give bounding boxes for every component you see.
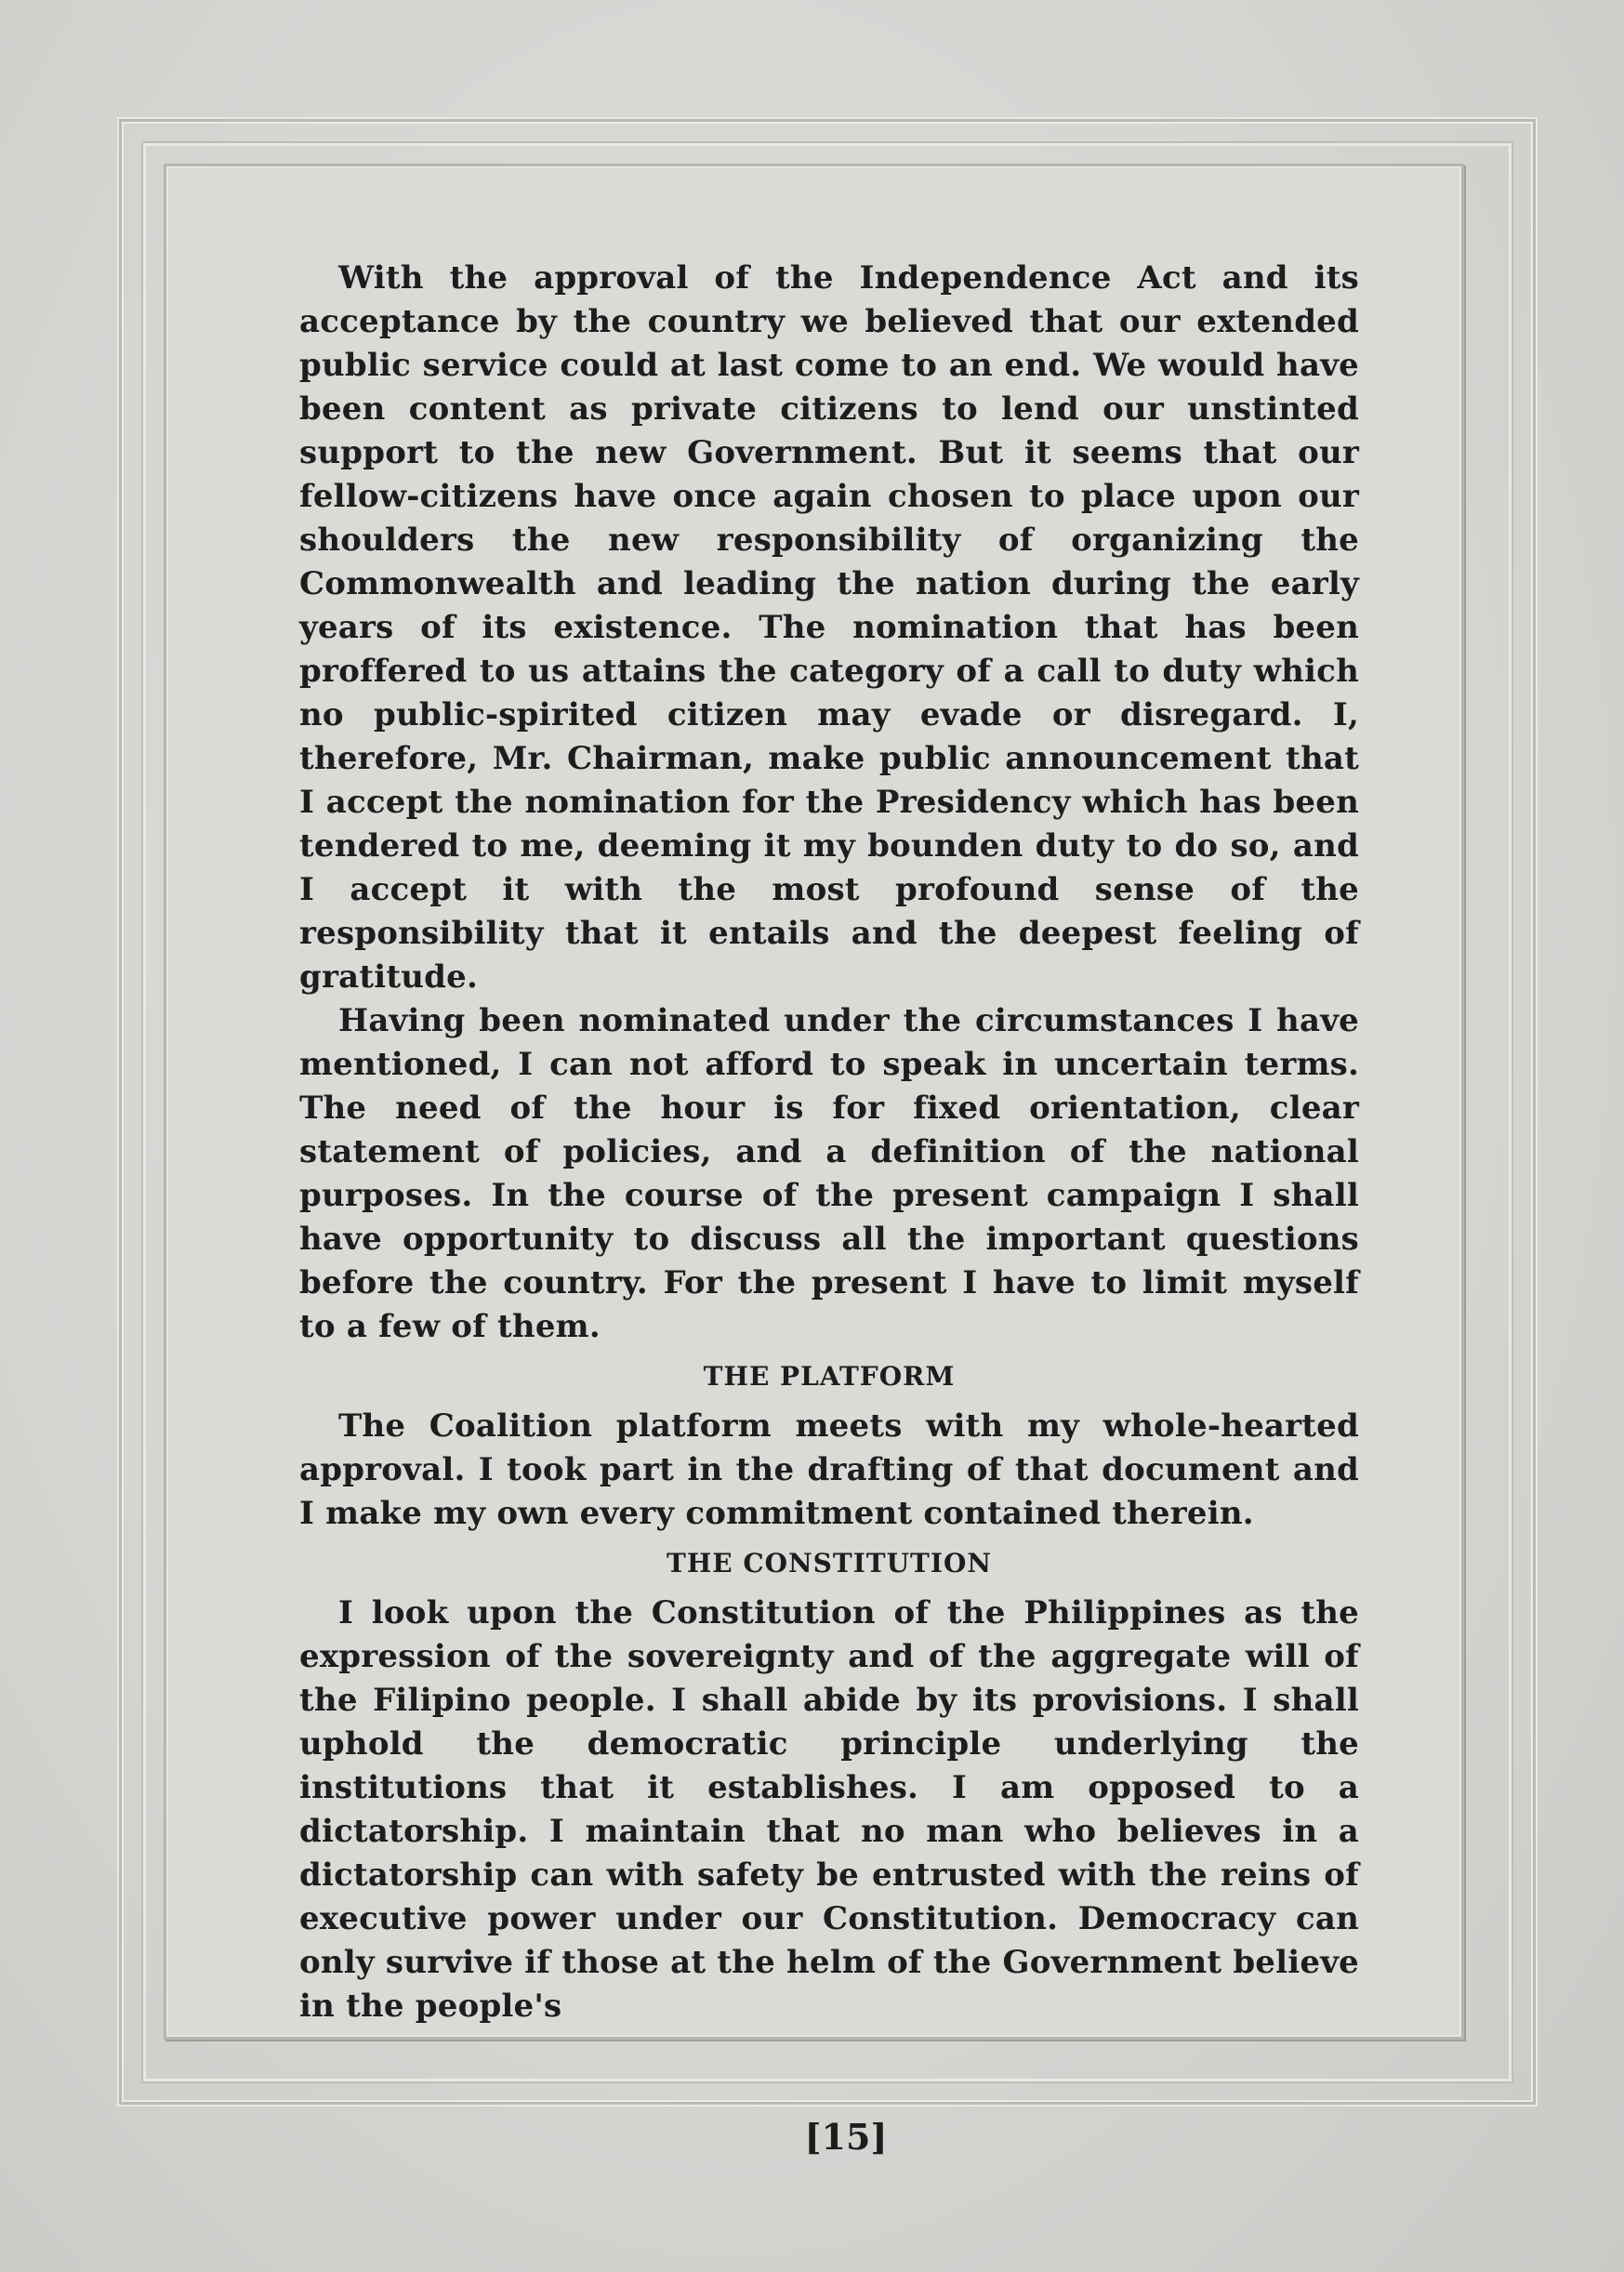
section-heading-platform: THE PLATFORM bbox=[703, 1361, 956, 1392]
paragraph-1: With the approval of the Independence Act and its acceptance by the country we believed that our extended public service could at last come to an end. We would have been content as private citizens to lend our unstinted support to the new Government. But it seems that our fellow-citizens have once again chosen to place upon our shoulders the new responsibility of organizing the Commonwealth and leading the nation during the early years of its existence. The nomination that has been proffered to us attains the category of a call to duty which no public-spirited citizen may evade or disregard. I, therefore, Mr. Chairman, make public announcement that I accept the nomination for the Presidency which has been tendered to me, deeming it my bounden duty to do so, and I accept it with the most profound sense of the responsibility that it entails and the deepest feeling of gratitude. bbox=[299, 259, 1359, 996]
section-heading-constitution: THE CONSTITUTION bbox=[667, 1548, 992, 1579]
paragraph-constitution: I look upon the Constitution of the Philippines as the expression of the sovereignty and of the aggregate will of the Filipino people. I shall abide by its provisions. I shall uphold the democratic principle underlying the institutions that it establishes. I am opposed to a dictatorship. I maintain that no man who believes in a dictatorship can with safety be entrusted with the reins of executive power under our Constitution. Democracy can only survive if those at the helm of the Government believe in the people's bbox=[299, 1594, 1359, 2025]
paragraph-platform: The Coalition platform meets with my whole-hearted approval. I took part in the drafting of that document and I make my own every commitment contained therein. bbox=[299, 1407, 1359, 1532]
paragraph-2: Having been nominated under the circumstances I have mentioned, I can not afford to speak in uncertain terms. The need of the hour is for fixed orientation, clear statement of policies, and a definition of the national purposes. In the course of the present campaign I shall have opportunity to discuss all the important questions before the country. For the present I have to limit myself to a few of them. bbox=[299, 1002, 1359, 1345]
body-text bbox=[299, 257, 1359, 2028]
page-number: [15] bbox=[804, 2116, 888, 2158]
